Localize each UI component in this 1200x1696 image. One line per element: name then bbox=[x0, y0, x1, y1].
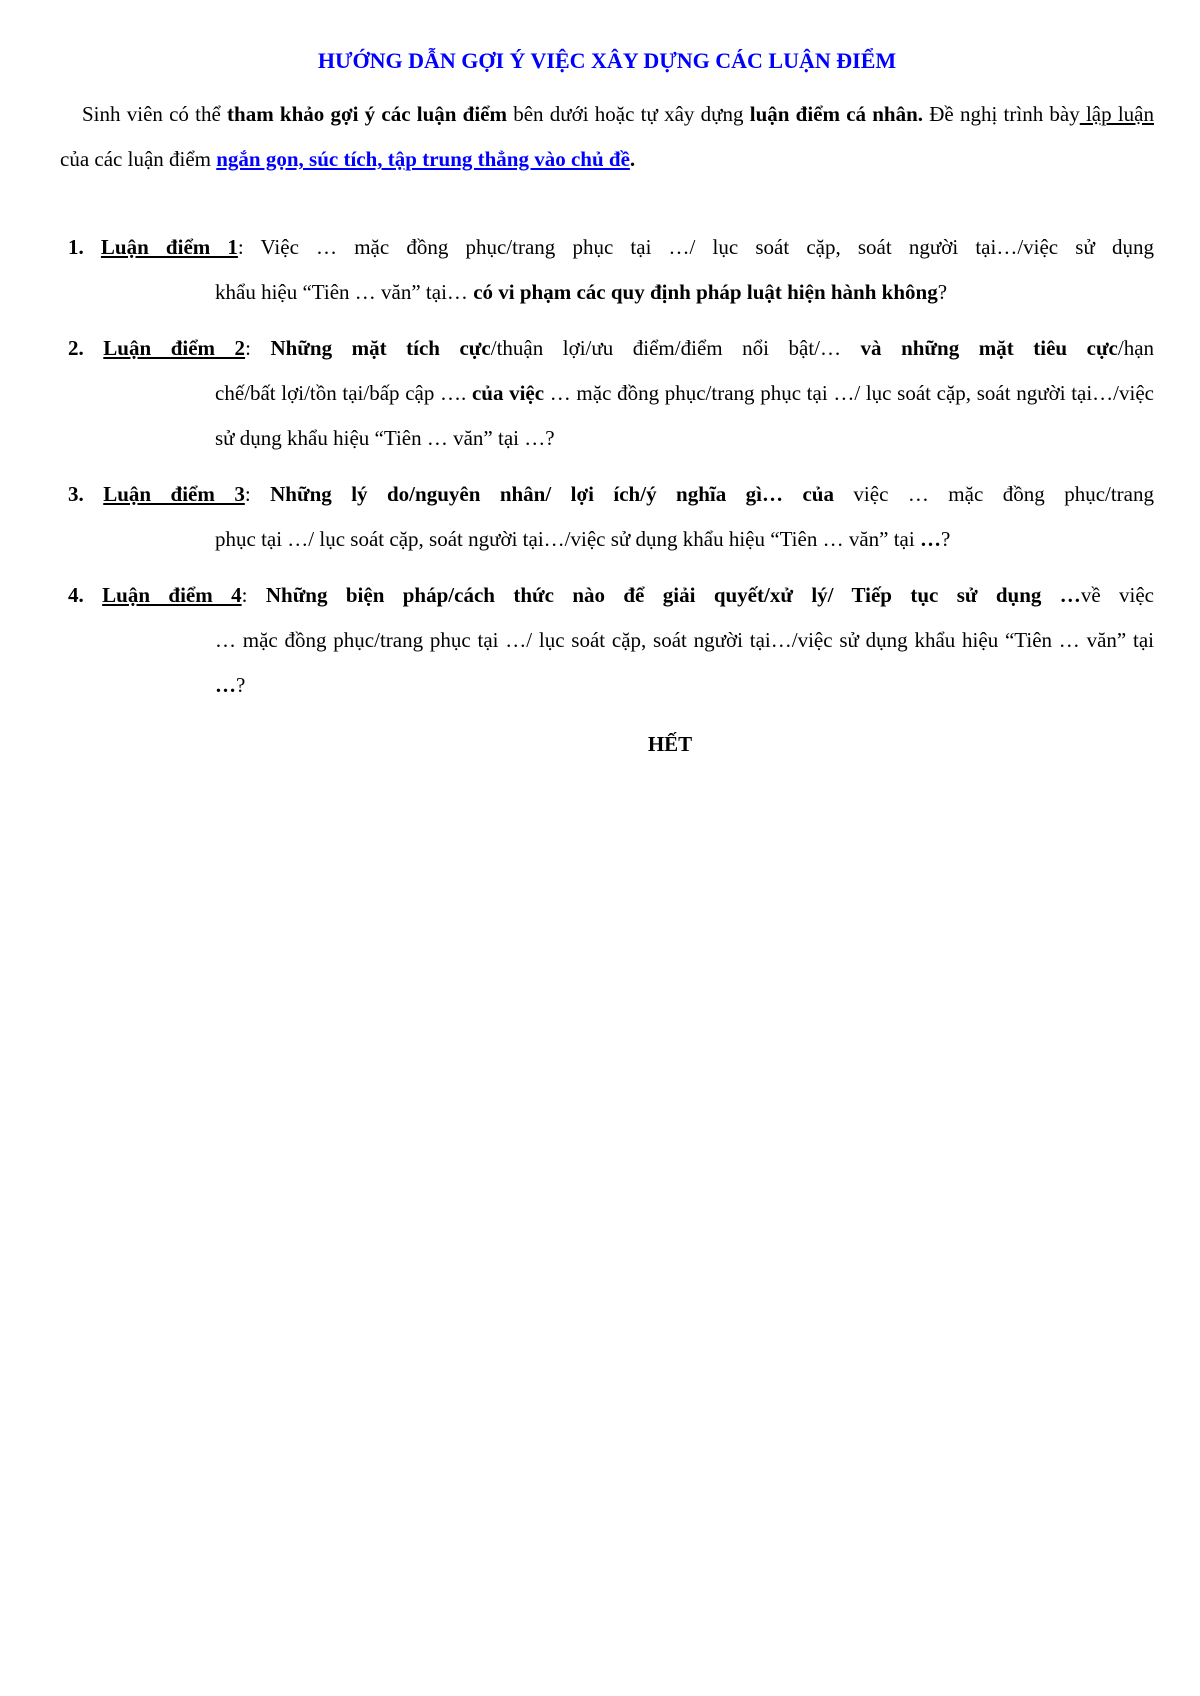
item-text: ? bbox=[236, 673, 246, 697]
item-number: 4. bbox=[68, 583, 84, 607]
item-text: chế/bất lợi/tồn tại/bấp cập …. bbox=[215, 381, 472, 405]
argument-list bbox=[60, 225, 1154, 719]
item-first-line bbox=[60, 472, 1154, 517]
item-bold-text: … bbox=[919, 527, 941, 551]
intro-period: . bbox=[629, 147, 636, 171]
list-item bbox=[60, 225, 1154, 315]
item-number: 1. bbox=[68, 235, 84, 259]
intro-text: Sinh viên có thể bbox=[82, 102, 228, 126]
item-text: : Việc … mặc đồng phục/trang phục tại …/ lục soát cặp, soát người tại…/việc sử dụng bbox=[237, 235, 1154, 259]
item-text: … mặc đồng phục/trang phục tại …/ lục soát cặp, soát người tại…/việc sử dụng khẩu hiệu “Tiên … văn” tại …? bbox=[215, 381, 1154, 450]
item-bold-text: … bbox=[215, 673, 236, 697]
item-continuation bbox=[60, 618, 1154, 708]
item-label: Luận điểm 4 bbox=[102, 583, 242, 607]
item-continuation bbox=[60, 371, 1154, 461]
item-label: Luận điểm 3 bbox=[103, 482, 245, 506]
item-first-line bbox=[60, 225, 1154, 270]
item-text: về việc bbox=[1080, 583, 1154, 607]
intro-text: bên dưới hoặc tự xây dựng bbox=[507, 102, 750, 126]
intro-link-concise[interactable]: ngắn gọn, súc tích, tập trung thẳng vào chủ đề bbox=[216, 147, 630, 171]
item-text: phục tại …/ lục soát cặp, soát người tại…/việc sử dụng khẩu hiệu “Tiên … văn” tại bbox=[215, 527, 920, 551]
item-continuation bbox=[60, 270, 1154, 315]
list-item bbox=[60, 326, 1154, 461]
item-text: ? bbox=[937, 280, 948, 304]
item-bold-text: có vi phạm các quy định pháp luật hiện hành không bbox=[473, 280, 938, 304]
item-bold-text: và những mặt tiêu cực bbox=[860, 336, 1118, 360]
item-text: /hạn bbox=[1117, 336, 1155, 360]
item-text: việc … mặc đồng phục/trang bbox=[833, 482, 1154, 506]
item-bold-text: Những mặt tích cực bbox=[270, 336, 491, 360]
intro-paragraph bbox=[60, 92, 1154, 182]
item-bold-text: Những lý do/nguyên nhân/ lợi ích/ý nghĩa gì… của bbox=[270, 482, 834, 506]
document-title: HƯỚNG DẪN GỢI Ý VIỆC XÂY DỰNG CÁC LUẬN ĐIỂM bbox=[317, 48, 897, 73]
item-text: ? bbox=[940, 527, 951, 551]
intro-bold-reference: tham khảo gợi ý các luận điểm bbox=[227, 102, 507, 126]
intro-underlined-argument: lập luận bbox=[1079, 102, 1154, 126]
item-number: 2. bbox=[68, 336, 84, 360]
item-bold-text: của việc bbox=[471, 381, 545, 405]
item-label: Luận điểm 1 bbox=[100, 235, 238, 259]
intro-bold-personal: luận điểm cá nhân. bbox=[749, 102, 924, 126]
item-text: khẩu hiệu “Tiên … văn” tại… bbox=[215, 280, 474, 304]
item-bold-text: Những biện pháp/cách thức nào để giải quyết/xử lý/ Tiếp tục sử dụng … bbox=[265, 583, 1081, 607]
item-first-line bbox=[60, 326, 1154, 371]
list-item bbox=[60, 472, 1154, 562]
item-text: /thuận lợi/ưu điểm/điểm nổi bật/… bbox=[490, 336, 861, 360]
item-text: : bbox=[245, 336, 271, 360]
item-text: : bbox=[244, 482, 271, 506]
item-label: Luận điểm 2 bbox=[103, 336, 246, 360]
item-text: : bbox=[241, 583, 266, 607]
item-number: 3. bbox=[68, 482, 84, 506]
item-first-line bbox=[60, 573, 1154, 618]
intro-text: Đề nghị trình bày bbox=[923, 102, 1080, 126]
list-item bbox=[60, 573, 1154, 708]
intro-text: của các luận điểm bbox=[60, 147, 217, 171]
item-text: … mặc đồng phục/trang phục tại …/ lục soát cặp, soát người tại…/việc sử dụng khẩu hiệu “Tiên … văn” tại bbox=[215, 628, 1154, 652]
end-marker: HẾT bbox=[647, 732, 693, 756]
item-continuation bbox=[60, 517, 1154, 562]
